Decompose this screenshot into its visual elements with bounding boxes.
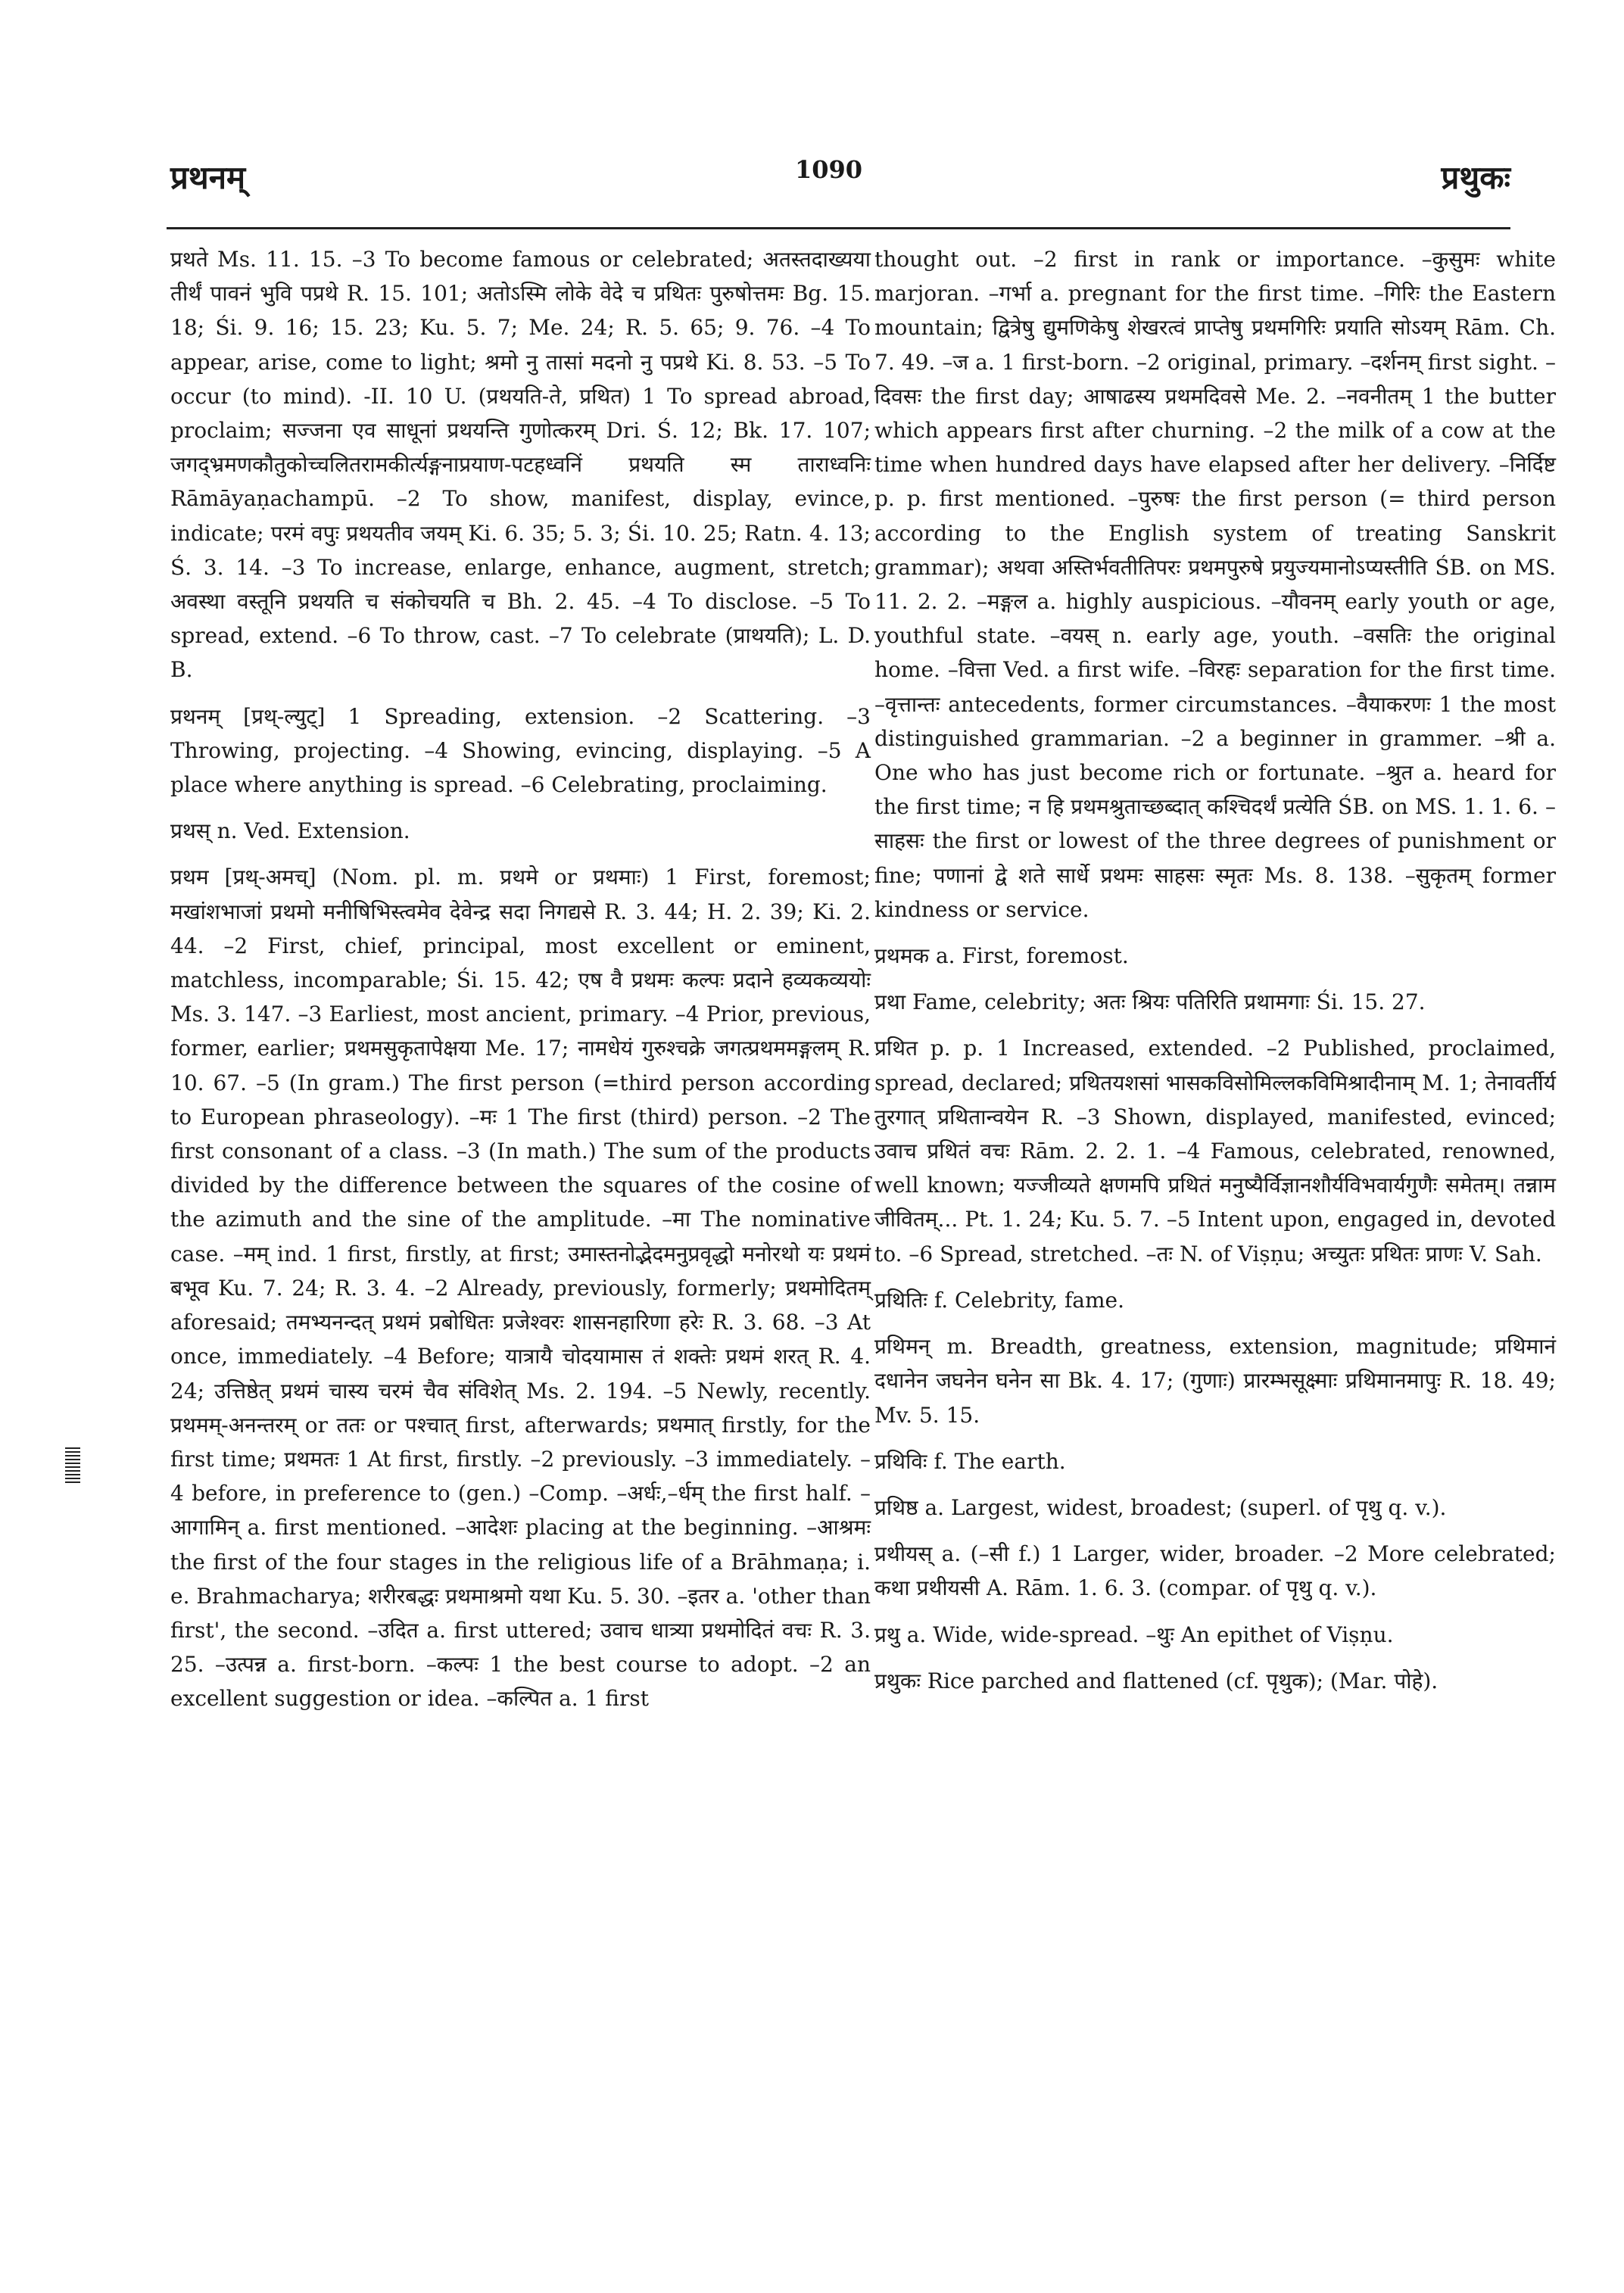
entry-prathanam: प्रथनम् [प्रथ्-ल्युट्] 1 Spreading, extension. –2 Scattering. –3 Throwing, projecting. –4 Showing, evincing, displaying. –5 A place where anything is spread. –6 Celebrating, proclaiming. <box>170 703 871 798</box>
entry-prathiti: प्रथितिः f. Celebrity, fame. <box>874 1287 1125 1313</box>
entry-continuation: प्रथते Ms. 11. 15. –3 To become famous or celebrated; अतस्तदाख्यया तीर्थं पावनं भुवि पप्रथे R. 15. 101; अतोऽस्मि लोके वेदे च प्रथितः पुरुषोत्तमः Bg. 15. 18; Śi. 9. 16; 15. 23; Ku. 5. 7; Me. 24; R. 5. 65; 9. 76. –4 To appear, arise, come to light; श्रमो नु तासां मदनो नु पप्रथे Ki. 8. 53. –5 To occur (to mind). -II. 10 U. (प्रथयति-ते, प्रथित) 1 To spread abroad, proclaim; सज्जना एव साधूनां प्रथयन्ति गुणोत्करम् Dri. Ś. 12; Bk. 17. 107; जगद्भ्रमणकौतुकोच्चलितरामकीर्त्यङ्गनाप्रयाण-पटहध्वनिं प्रथयति स्म ताराध्वनिः Rāmāyaṇachampū. –2 To show, manifest, display, evince, indicate; परमं वपुः प्रथयतीव जयम् Ki. 6. 35; 5. 3; Śi. 10. 25; Ratn. 4. 13; Ś. 3. 14. –3 To increase, enlarge, enhance, augment, stretch; अवस्था वस्तूनि प्रथयति च संकोचयति च Bh. 2. 45. –4 To disclose. –5 To spread, extend. –6 To throw, cast. –7 To celebrate (प्राथयति); L. D. B. <box>170 247 871 683</box>
entry-prathas: प्रथस् n. Ved. Extension. <box>170 818 410 844</box>
entry-prathiman: प्रथिमन् m. Breadth, greatness, extension, magnitude; प्रथिमानं दधानेन जघनेन घनेन सा Bk. 4. 17; (गुणाः) प्रारम्भसूक्ष्माः प्रथिमानमापुः R. 18. 49; Mv. 5. 15. <box>874 1334 1556 1428</box>
entry-prathita: प्रथित p. p. 1 Increased, extended. –2 Published, proclaimed, spread, declared; प्रथितयशसां भासकविसोमिल्लकविमिश्रादीनाम् M. 1; तेनावर्तीर्य तुरगात् प्रथितान्वयेन R. –3 Shown, displayed, manifested, evinced; उवाच प्रथितं वचः Rām. 2. 2. 1. –4 Famous, celebrated, renowned, well known; यज्जीव्यते क्षणमपि प्रथितं मनुष्यैर्विज्ञानशौर्यविभवार्यगुणैः समेतम्। तन्नाम जीवितम्... Pt. 1. 24; Ku. 5. 7. –5 Intent upon, engaged in, devoted to. –6 Spread, stretched. –तः N. of Viṣṇu; अच्युतः प्रथितः प्राणः V. Sah. <box>874 1036 1556 1266</box>
margin-mark <box>65 1447 80 1484</box>
entry-prathishtha: प्रथिष्ठ a. Largest, widest, broadest; (superl. of पृथु q. v.). <box>874 1494 1447 1520</box>
right-column <box>874 242 1556 1710</box>
entry-prathivi: प्रथिविः f. The earth. <box>874 1448 1066 1474</box>
page-number: 1090 <box>795 155 863 184</box>
entry-continuation: thought out. –2 first in rank or importance. –कुसुमः white marjoran. –गर्भा a. pregnant for the first time. –गिरिः the Eastern mountain; द्वित्रेषु द्युमणिकेषु शेखरत्वं प्राप्तेषु प्रथमगिरिः प्रयाति सोऽयम् Rām. Ch. 7. 49. –ज a. 1 first-born. –2 original, primary. –दर्शनम् first sight. –दिवसः the first day; आषाढस्य प्रथमदिवसे Me. 2. –नवनीतम् 1 the butter which appears first after churning. –2 the milk of a cow at the time when hundred days have elapsed after her delivery. –निर्दिष्ट p. p. first mentioned. –पुरुषः the first person (= third person according to the English system of treating Sanskrit grammar); अथवा अस्तिर्भवतीतिपरः प्रथमपुरुषे प्रयुज्यमानोऽप्यस्तीति ŚB. on MS. 11. 2. 2. –मङ्गल a. highly auspicious. –यौवनम् early youth or age, youthful state. –वयस् n. early age, youth. –वसतिः the original home. –वित्ता Ved. a first wife. –विरहः separation for the first time. –वृत्तान्तः antecedents, former circumstances. –वैयाकरणः 1 the most distinguished grammarian. –2 a beginner in grammer. –श्री a. One who has just become rich or fortunate. –श्रुत a. heard for the first time; न हि प्रथमश्रुताच्छब्दात् कश्चिदर्थं प्रत्येति ŚB. on MS. 1. 1. 6. –साहसः the first or lowest of the three degrees of punishment or fine; पणानां द्वे शते सार्धे प्रथमः साहसः स्मृतः Ms. 8. 138. –सुकृतम् former kindness or service. <box>874 247 1556 922</box>
entry-pratha: प्रथा Fame, celebrity; अतः श्रियः पतिरिति प्रथामगाः Śi. 15. 27. <box>874 989 1426 1015</box>
entry-prathama: प्रथम [प्रथ्-अमच्] (Nom. pl. m. प्रथमे or प्रथमाः) 1 First, foremost; मखांशभाजां प्रथमो मनीषिभिस्त्वमेव देवेन्द्र सदा निगद्यसे R. 3. 44; H. 2. 39; Ki. 2. 44. –2 First, chief, principal, most excellent or eminent, matchless, incomparable; Śi. 15. 42; एष वै प्रथमः कल्पः प्रदाने हव्यकव्ययोः Ms. 3. 147. –3 Earliest, most ancient, primary. –4 Prior, previous, former, earlier; प्रथमसुकृतापेक्षया Me. 17; नामधेयं गुरुश्चक्रे जगत्प्रथममङ्गलम् R. 10. 67. –5 (In gram.) The first person (=third person according to European phraseology). –मः 1 The first (third) person. –2 The first consonant of a class. –3 (In math.) The sum of the products divided by the difference between the squares of the cosine of the azimuth and the sine of the amplitude. –मा The nominative case. –मम् ind. 1 first, firstly, at first; उमास्तनोद्भेदमनुप्रवृद्धो मनोरथो यः प्रथमं बभूव Ku. 7. 24; R. 3. 4. –2 Already, previously, formerly; प्रथमोदितम् aforesaid; तमभ्यनन्दत् प्रथमं प्रबोधितः प्रजेश्वरः शासनहारिणा हरेः R. 3. 68. –3 At once, immediately. –4 Before; यात्रायै चोदयामास तं शक्तेः प्रथमं शरत् R. 4. 24; उत्तिष्ठेत् प्रथमं चास्य चरमं चैव संविशेत् Ms. 2. 194. –5 Newly, recently. प्रथमम्-अनन्तरम् or ततः or पश्चात् first, afterwards; प्रथमात् firstly, for the first time; प्रथमतः 1 At first, firstly. –2 previously. –3 immediately. –4 before, in preference to (gen.) –Comp. –अर्धः,–र्धम् the first half. –आगामिन् a. first mentioned. –आदेशः placing at the beginning. –आश्रमः the first of the four stages in the religious life of a Brāhmaṇa; i. e. Brahmacharya; शरीरबद्धः प्रथमाश्रमो यथा Ku. 5. 30. –इतर a. 'other than first', the second. –उदित a. first uttered; उवाच धात्र्या प्रथमोदितं वचः R. 3. 25. –उत्पन्न a. first-born. –कल्पः 1 the best course to adopt. –2 an excellent suggestion or idea. –कल्पित a. 1 first <box>170 865 871 1712</box>
header-right-guide-word: प्रथुकः <box>1441 159 1510 196</box>
entry-prathiyas: प्रथीयस् a. (–सी f.) 1 Larger, wider, broader. –2 More celebrated; कथा प्रथीयसी A. Rām. 1. 6. 3. (compar. of पृथु q. v.). <box>874 1541 1556 1601</box>
entry-prathamaka: प्रथमक a. First, foremost. <box>874 943 1129 969</box>
left-column <box>170 242 871 1728</box>
entry-prathuka: प्रथुकः Rice parched and flattened (cf. पृथुक); (Mar. पोहे). <box>874 1668 1439 1693</box>
entry-prathu: प्रथु a. Wide, wide-spread. –थुः An epithet of Viṣṇu. <box>874 1622 1394 1647</box>
header-rule <box>167 227 1510 229</box>
header-left-guide-word: प्रथनम् <box>170 159 246 196</box>
